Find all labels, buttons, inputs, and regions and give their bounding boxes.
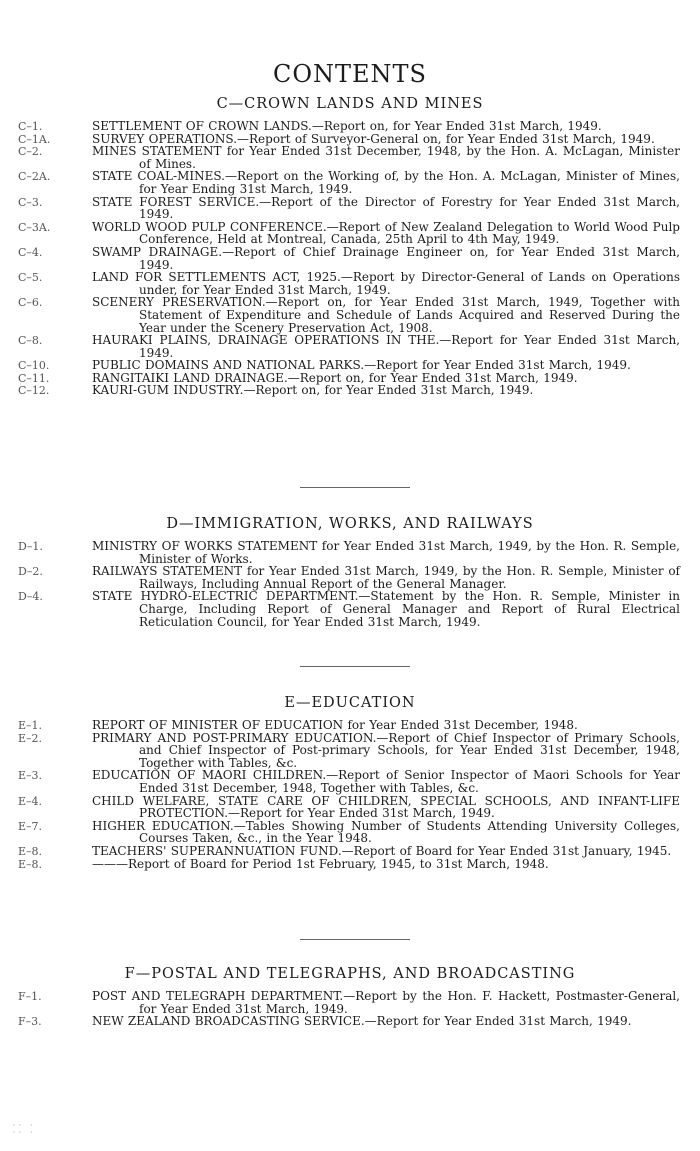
list-item [0, 565, 700, 590]
entry-code: C–4. [18, 245, 43, 259]
entry-text: STATE HYDRO-ELECTRIC DEPARTMENT.—Statement by the Hon. R. Semple, Minister in Charge, Including Report of General Manager and Report of Rural Electrical Reticulation Council, for Year Ended 31st March, 1949. [92, 589, 680, 629]
entry-code: F–3. [18, 1015, 42, 1029]
entry-text: SWAMP DRAINAGE.—Report of Chief Drainage Engineer on, for Year Ended 31st March, 1949. [92, 244, 680, 272]
list-item [0, 334, 700, 359]
list-item [0, 196, 700, 221]
list-item [0, 795, 700, 820]
list-item [0, 769, 700, 794]
entry-text: CHILD WELFARE, STATE CARE OF CHILDREN, SPECIAL SCHOOLS, AND INFANT-LIFE PROTECTION.—Report for Year Ended 31st March, 1949. [92, 793, 680, 821]
entry-code: E–3. [18, 769, 43, 783]
entry-text: TEACHERS' SUPERANNUATION FUND.—Report of Board for Year Ended 31st January, 1945. [92, 843, 672, 858]
entry-code: C–5. [18, 271, 43, 285]
entry-text: RAILWAYS STATEMENT for Year Ended 31st March, 1949, by the Hon. R. Semple, Minister of Railways, Including Annual Report of the General Manager. [92, 564, 680, 591]
list-item [0, 170, 700, 195]
entry-text: REPORT OF MINISTER OF EDUCATION for Year Ended 31st December, 1948. [92, 718, 578, 732]
entry-code: E–4. [18, 794, 43, 808]
entry-code: C–10. [18, 359, 50, 373]
list-item [0, 246, 700, 271]
entry-text: SURVEY OPERATIONS.—Report of Surveyor-General on, for Year Ended 31st March, 1949. [92, 131, 655, 146]
entry-text: KAURI-GUM INDUSTRY.—Report on, for Year Ended 31st March, 1949. [92, 383, 534, 398]
entry-text: NEW ZEALAND BROADCASTING SERVICE.—Report for Year Ended 31st March, 1949. [92, 1014, 632, 1029]
entry-text: LAND FOR SETTLEMENTS ACT, 1925.—Report by Director-General of Lands on Operations under, for Year Ended 31st March, 1949. [92, 270, 680, 297]
section-crown-lands [0, 96, 700, 397]
list-item [0, 990, 700, 1015]
entry-code: E–8. [18, 844, 43, 858]
section-divider [300, 939, 410, 940]
section-heading: F—POSTAL AND TELEGRAPHS, AND BROADCASTING [124, 966, 576, 982]
section-heading: E—EDUCATION [284, 695, 416, 711]
section-heading: C—CROWN LANDS AND MINES [216, 96, 484, 112]
section-heading: D—IMMIGRATION, WORKS, AND RAILWAYS [166, 516, 534, 532]
entry-code: C–2A. [18, 170, 51, 184]
entry-text: SCENERY PRESERVATION.—Report on, for Year Ended 31st March, 1949, Together with Statement of Expenditure and Schedule of Lands Acquired and Reserved During the Year under the Scenery Preservation Act, 1908. [92, 295, 680, 335]
list-item [0, 820, 700, 845]
entry-text: HAURAKI PLAINS, DRAINAGE OPERATIONS IN THE.—Report for Year Ended 31st March, 1949. [92, 333, 680, 360]
entry-text: MINES STATEMENT for Year Ended 31st December, 1948, by the Hon. A. McLagan, Minister of Mines. [92, 144, 680, 171]
section-postal-broadcasting [0, 966, 700, 1028]
entry-code: C–1. [18, 120, 43, 133]
entry-code: E–8. [18, 857, 43, 871]
entry-code: C–6. [18, 296, 43, 310]
scan-smudge: ⁚⁚ ⁚ [12, 1122, 36, 1136]
list-item [0, 540, 700, 565]
entry-text: STATE COAL-MINES.—Report on the Working of, by the Hon. A. McLagan, Minister of Mines, for Year Ending 31st March, 1949. [92, 169, 680, 196]
entry-code: D–1. [18, 540, 43, 553]
entry-code: C–2. [18, 145, 43, 159]
list-item [0, 732, 700, 770]
entry-code: F–1. [18, 990, 42, 1003]
entry-code: E–1. [18, 719, 43, 732]
entry-text: ———Report of Board for Period 1st February, 1945, to 31st March, 1948. [92, 856, 549, 871]
page-title: CONTENTS [272, 60, 427, 88]
section-divider [300, 487, 410, 488]
list-item [0, 221, 700, 246]
entry-text: POST AND TELEGRAPH DEPARTMENT.—Report by the Hon. F. Hackett, Postmaster-General, for Year Ended 31st March, 1949. [92, 989, 680, 1016]
list-item [0, 145, 700, 170]
entry-text: RANGITAIKI LAND DRAINAGE.—Report on, for Year Ended 31st March, 1949. [92, 370, 578, 385]
list-item [0, 858, 700, 871]
entry-code: C–3. [18, 195, 43, 209]
entry-code: C–1A. [18, 132, 51, 146]
entry-text: HIGHER EDUCATION.—Tables Showing Number of Students Attending University Colleges, Courses Taken, &c., in the Year 1948. [92, 818, 680, 846]
entry-code: D–2. [18, 565, 43, 579]
entry-code: C–8. [18, 334, 43, 348]
entry-text: MINISTRY OF WORKS STATEMENT for Year Ended 31st March, 1949, by the Hon. R. Semple, Minister of Works. [92, 539, 680, 566]
list-item [0, 296, 700, 334]
entry-code: E–2. [18, 731, 43, 745]
entry-text: SETTLEMENT OF CROWN LANDS.—Report on, for Year Ended 31st March, 1949. [92, 119, 602, 133]
list-item [0, 359, 700, 372]
entry-code: E–7. [18, 819, 43, 833]
list-item [0, 271, 700, 296]
section-education [0, 695, 700, 870]
list-item [0, 845, 700, 858]
entry-text: PUBLIC DOMAINS AND NATIONAL PARKS.—Report for Year Ended 31st March, 1949. [92, 358, 631, 373]
list-item [0, 1015, 700, 1028]
entry-code: C–3A. [18, 220, 51, 234]
list-item [0, 384, 700, 397]
entry-code: C–12. [18, 384, 50, 398]
entry-text: EDUCATION OF MAORI CHILDREN.—Report of Senior Inspector of Maori Schools for Year Ended 31st December, 1948, Together with Tables, &c. [92, 768, 680, 795]
entry-code: C–11. [18, 371, 50, 385]
list-item [0, 719, 700, 732]
list-item [0, 590, 700, 628]
section-immigration-works-railways [0, 516, 700, 628]
list-item [0, 120, 700, 133]
entry-text: STATE FOREST SERVICE.—Report of the Director of Forestry for Year Ended 31st March, 1949. [92, 194, 680, 222]
entry-text: WORLD WOOD PULP CONFERENCE.—Report of New Zealand Delegation to World Wood Pulp Conference, Held at Montreal, Canada, 25th April to 4th May, 1949. [92, 219, 680, 247]
section-divider [300, 666, 410, 667]
entry-code: D–4. [18, 590, 43, 604]
entry-text: PRIMARY AND POST-PRIMARY EDUCATION.—Report of Chief Inspector of Primary Schools, and Chief Inspector of Post-primary Schools, for Year Ended 31st December, 1948, Together with Tables, &c. [92, 730, 680, 770]
